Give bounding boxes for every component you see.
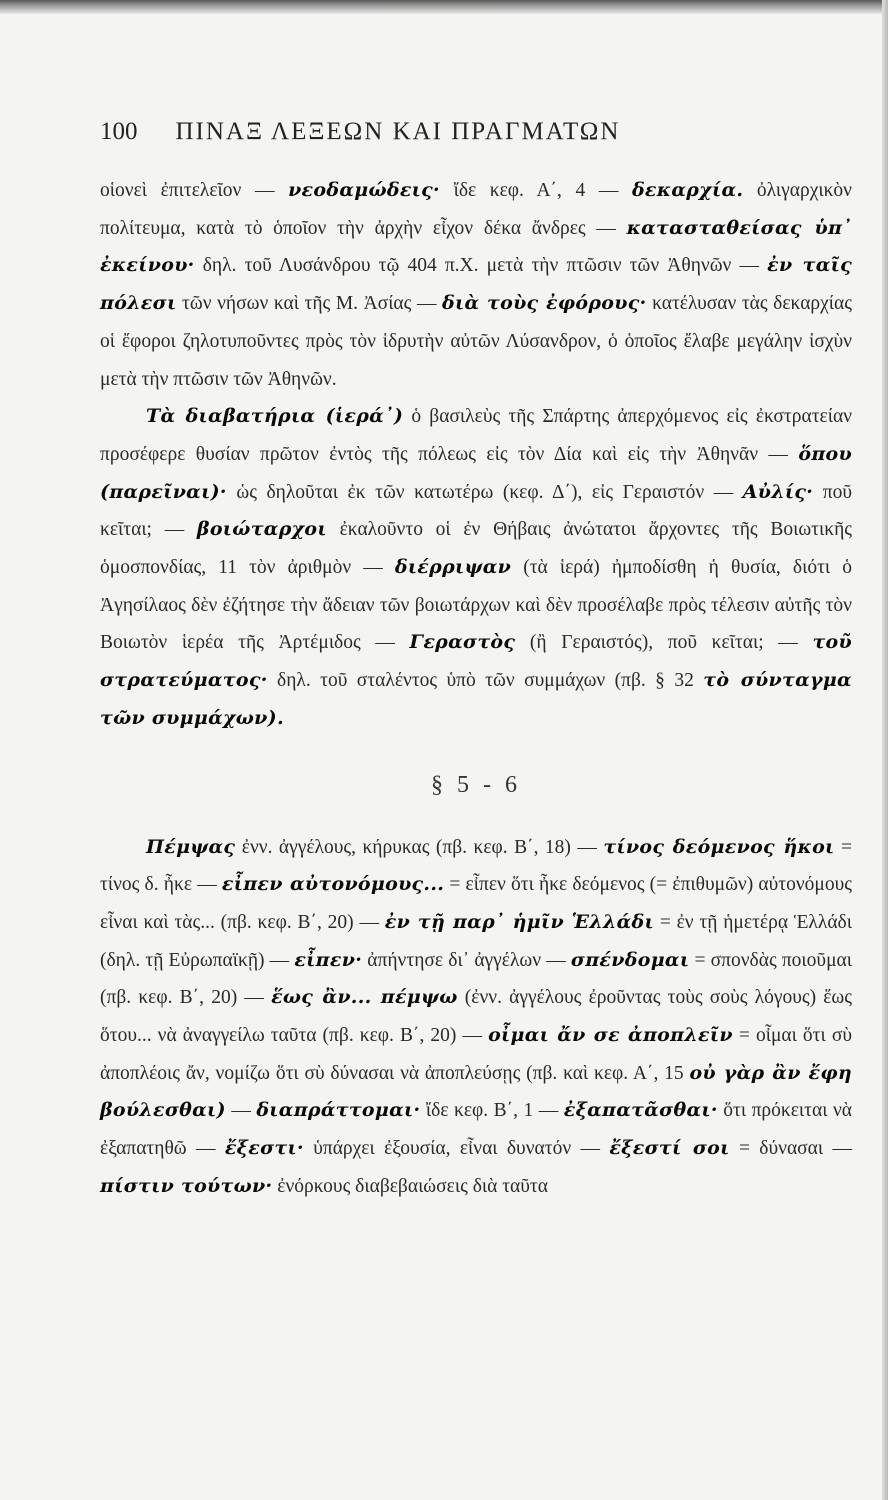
commentary-text: ἀπήντησε δι᾽ ἀγγέλων — — [362, 949, 571, 971]
lemma-term: Αὐλίς· — [742, 480, 814, 503]
lemma-term: ἐν τῇ παρ᾽ ἡμῖν Ἑλλάδι — [384, 910, 655, 933]
commentary-text: ἐνόρκους διαβεβαιώσεις διὰ ταῦτα — [272, 1175, 548, 1197]
commentary-text: ἐκαλοῦντο οἱ ἐν Θήβαις ἀνώτατοι ἄρχοντες τῆς Βοιωτικῆς ὁμοσπονδίας, 11 τὸν ἀριθμὸν — — [100, 519, 853, 579]
commentary-text: ὅτι πρόκειται νὰ ἐξαπατηθῶ — — [100, 1100, 852, 1160]
commentary-text: = δύνασαι — — [729, 1138, 852, 1160]
lemma-term: τοῦ στρατεύματος· — [100, 631, 852, 692]
paragraph-neodamodeis — [100, 172, 852, 398]
scan-top-edge — [0, 0, 888, 14]
commentary-text: ποῦ κεῖται; — — [100, 481, 852, 541]
lemma-term: κατασταθείσας ὑπ᾽ ἐκείνου· — [100, 216, 852, 277]
lemma-term: εἶπεν· — [294, 948, 363, 971]
commentary-text: = οἶμαι ὅτι σὺ ἀποπλέοις ἄν, νομίζω ὅτι σὺ δύνασαι νὰ ἀποπλεύσῃς (πβ. καὶ κεφ. Α΄, 15 — [100, 1025, 852, 1084]
running-header — [100, 118, 852, 146]
commentary-text: κατέλυσαν τὰς δεκαρχίας οἱ ἔφοροι ζηλοτυποῦντες πρὸς τὸν ἱδρυτὴν αὐτῶν Λύσανδρον, ὁ ὁποῖος ἔλαβε μεγάλην ἰσχὺν μετὰ τὴν πτῶσιν τῶν Ἀθηνῶν. — [100, 293, 852, 390]
commentary-text: δηλ. τοῦ Λυσάνδρου τῷ 404 π.Χ. μετὰ τὴν πτῶσιν τῶν Ἀθηνῶν — — [194, 255, 768, 277]
commentary-text: = σπονδὰς ποιοῦμαι (πβ. κεφ. Β΄, 20) — — [100, 949, 853, 1009]
commentary-text: = ἐν τῇ ἡμετέρᾳ Ἑλλάδι (δηλ. τῇ Εὐρωπαϊκῇ) — — [100, 911, 852, 971]
commentary-text: οἱονεὶ ἐπιτελεῖον — — [100, 180, 289, 201]
lemma-term: ὅπου (παρεῖναι)· — [100, 442, 852, 503]
commentary-text: ἴδε κεφ. Β΄, 1 — — [420, 1100, 564, 1122]
commentary-text: τῶν νήσων καὶ τῆς Μ. Ἀσίας — — [176, 293, 443, 315]
section-heading: § 5 - 6 — [431, 771, 521, 798]
commentary-text: = τίνος δ. ἦκε — — [100, 836, 852, 896]
scan-right-edge — [882, 0, 888, 1500]
lemma-term: Πέμψας — [146, 835, 236, 858]
commentary-text: = εἶπεν ὅτι ἦκε δεόμενος (= ἐπιθυμῶν) αὐτονόμους εἶναι καὶ τὰς... (πβ. κεφ. Β΄, 20) — — [100, 874, 852, 933]
lemma-term: τίνος δεόμενος ἥκοι — [603, 835, 835, 858]
lemma-term: πίστιν τούτων· — [100, 1174, 273, 1197]
lemma-term: διέρριψαν — [394, 556, 512, 579]
commentary-text: ὀλιγαρχικὸν πολίτευμα, κατὰ τὸ ὁποῖον τὴν ἀρχὴν εἶχον δέκα ἄνδρες — — [100, 180, 852, 239]
commentary-text: (ἢ Γεραιστός), ποῦ κεῖται; — — [515, 632, 813, 654]
commentary-text: ἐνν. ἀγγέλους, κήρυκας (πβ. κεφ. Β΄, 18) — — [235, 836, 604, 858]
lemma-term: ἐν ταῖς πόλεσι — [100, 254, 852, 315]
commentary-text: (τὰ ἱερά) ἠμποδίσθη ἡ θυσία, διότι ὁ Ἀγησίλαος δὲν ἐζήτησε τὴν ἄδειαν τῶν βοιωτάρχων καὶ δὲν προσέλαβε πρὸς τέλεσιν αὐτῆς τὸν Βοιωτὸν ἱερέα τῆς Ἀρτέμιδος — — [100, 557, 852, 654]
lemma-term: ἐξαπατᾶσθαι· — [563, 1099, 718, 1122]
book-page — [100, 118, 852, 1206]
commentary-text: ὡς δηλοῦται ἐκ τῶν κατωτέρω (κεφ. Δ΄), εἰς Γεραιστόν — — [226, 481, 743, 503]
lemma-term: ἔξεστι· — [224, 1137, 304, 1160]
commentary-text: δηλ. τοῦ σταλέντος ὑπὸ τῶν συμμάχων (πβ. § 32 — [267, 670, 704, 692]
running-title: ΠΙΝΑΞ ΛΕΞΕΩΝ ΚΑΙ ΠΡΑΓΜΑΤΩΝ — [175, 118, 621, 145]
lemma-term: οὐ γὰρ ἂν ἔφη βούλεσθαι) — [100, 1061, 852, 1122]
lemma-term: βοιώταρχοι — [196, 518, 327, 541]
commentary-text: — — [225, 1100, 257, 1122]
lemma-term: δεκαρχία. — [631, 179, 744, 201]
lemma-term: Τὰ διαβατήρια (ἱερά᾽) — [146, 405, 404, 428]
lemma-term: σπένδομαι — [570, 948, 690, 971]
lemma-term: τὸ σύνταγμα τῶν συμμάχων). — [100, 669, 852, 729]
lemma-term: διὰ τοὺς ἐφόρους· — [442, 292, 647, 315]
page-number: 100 — [100, 118, 138, 145]
lemma-term: διαπράττομαι· — [256, 1099, 421, 1122]
commentary-text: (ἐνν. ἀγγέλους ἐροῦντας τοὺς σοὺς λόγους) ἕως ὅτου... νὰ ἀναγγείλω ταῦτα (πβ. κεφ. Β΄, 20) — — [100, 987, 852, 1047]
lemma-term: ἕως ἂν... πέμψω — [271, 986, 458, 1009]
paragraph-pempsas — [100, 829, 852, 1206]
lemma-term: εἶπεν αὐτονόμους... — [221, 873, 445, 896]
lemma-term: οἶμαι ἄν σε ἀποπλεῖν — [488, 1024, 733, 1047]
lemma-term: ἔξεστί σοι — [609, 1137, 730, 1160]
paragraph-diabateria — [100, 398, 852, 737]
commentary-text: ὁ βασιλεὺς τῆς Σπάρτης ἀπερχόμενος εἰς ἐκστρατείαν προσέφερε θυσίαν πρῶτον ἐντὸς τῆς πόλεως εἰς τὸν Δία καὶ εἰς τὴν Ἀθηνᾶν — — [100, 406, 852, 465]
lemma-term: νεοδαμώδεις· — [288, 179, 440, 201]
lemma-term: Γεραστὸς — [409, 631, 516, 654]
commentary-text: ἴδε κεφ. Α΄, 4 — — [439, 180, 632, 201]
commentary-text: ὑπάρχει ἐξουσία, εἶναι δυνατόν — — [303, 1138, 610, 1160]
